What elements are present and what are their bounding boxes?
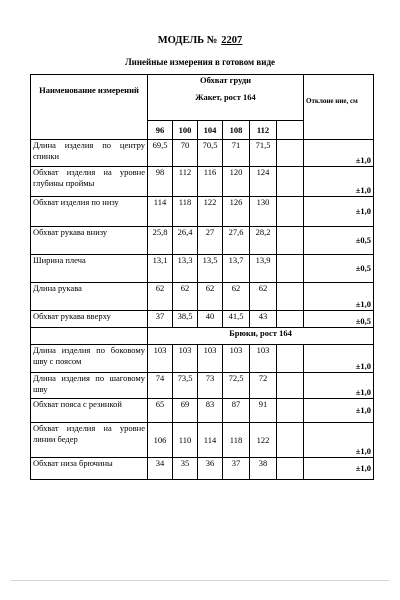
size-header: 112 <box>250 121 277 140</box>
measurement-value: 13,9 <box>250 255 277 283</box>
measurement-name: Обхват рукава внизу <box>31 227 148 255</box>
measurement-value: 28,2 <box>250 227 277 255</box>
table-row <box>31 197 374 227</box>
measurement-value: 126 <box>223 197 250 227</box>
measurement-value: 87 <box>223 399 250 423</box>
measurement-value: 114 <box>148 197 173 227</box>
measurement-value: 43 <box>250 311 277 328</box>
measurements-table <box>30 74 374 480</box>
measurement-value: 122 <box>198 197 223 227</box>
measurement-name: Обхват изделия на уровне линии бедер <box>31 423 148 458</box>
table-row <box>31 227 374 255</box>
empty-cell <box>277 197 304 227</box>
size-header: 108 <box>223 121 250 140</box>
measurement-value: 62 <box>223 283 250 311</box>
measurement-value: 25,8 <box>148 227 173 255</box>
empty-cell <box>31 328 148 345</box>
measurement-value: 41,5 <box>223 311 250 328</box>
measurement-name: Длина изделия по боковому шву с поясом <box>31 345 148 373</box>
measurement-value: 118 <box>223 423 250 458</box>
measurement-value: 71,5 <box>250 140 277 167</box>
measurement-value: 65 <box>148 399 173 423</box>
measurement-value: 74 <box>148 373 173 399</box>
measurement-value: 103 <box>148 345 173 373</box>
table-row <box>31 328 374 345</box>
measurement-value: 98 <box>148 167 173 197</box>
measurement-value: 40 <box>198 311 223 328</box>
table-row <box>31 458 374 480</box>
empty-cell <box>277 345 304 373</box>
measurement-value: 34 <box>148 458 173 480</box>
size-header-empty <box>277 121 304 140</box>
model-number: 2207 <box>221 35 243 46</box>
size-header: 96 <box>148 121 173 140</box>
measurement-name: Ширина плеча <box>31 255 148 283</box>
empty-cell <box>277 283 304 311</box>
measurement-value: 13,7 <box>223 255 250 283</box>
measurement-name: Обхват низа брючины <box>31 458 148 480</box>
page-divider <box>10 580 390 581</box>
table-row <box>31 423 374 458</box>
table-subtitle: Линейные измерения в готовом виде <box>124 57 276 67</box>
tolerance-value: ±1,0 <box>304 458 374 480</box>
tolerance-value: ±1,0 <box>304 345 374 373</box>
tolerance-value: ±1,0 <box>304 423 374 458</box>
table-row <box>31 167 374 197</box>
table-row <box>31 399 374 423</box>
measurement-value: 27 <box>198 227 223 255</box>
measurement-name: Обхват рукава вверху <box>31 311 148 328</box>
tolerance-value: ±1,0 <box>304 197 374 227</box>
measurement-value: 35 <box>173 458 198 480</box>
empty-cell <box>277 373 304 399</box>
tolerance-value: ±1,0 <box>304 140 374 167</box>
measurement-value: 37 <box>223 458 250 480</box>
measurement-value: 13,3 <box>173 255 198 283</box>
measurement-value: 73 <box>198 373 223 399</box>
empty-cell <box>277 399 304 423</box>
model-title <box>0 35 400 46</box>
measurement-value: 116 <box>198 167 223 197</box>
measurement-value: 72,5 <box>223 373 250 399</box>
measurement-value: 27,6 <box>223 227 250 255</box>
tolerance-value: ±0,5 <box>304 311 374 328</box>
measurement-value: 70 <box>173 140 198 167</box>
measurement-name: Обхват изделия по низу <box>31 197 148 227</box>
measurement-value: 122 <box>250 423 277 458</box>
table-row <box>31 283 374 311</box>
measurement-value: 130 <box>250 197 277 227</box>
measurement-value: 26,4 <box>173 227 198 255</box>
measurement-name: Длина изделия по шаговому шву <box>31 373 148 399</box>
tolerance-value: ±1,0 <box>304 167 374 197</box>
measurement-value: 106 <box>148 423 173 458</box>
empty-cell <box>277 255 304 283</box>
header-girth: Обхват груди <box>148 75 304 92</box>
measurement-value: 38 <box>250 458 277 480</box>
measurement-value: 69,5 <box>148 140 173 167</box>
measurement-value: 62 <box>173 283 198 311</box>
header-name-column: Наименование измерений <box>31 75 148 140</box>
empty-cell <box>277 227 304 255</box>
measurement-value: 13,1 <box>148 255 173 283</box>
empty-cell <box>277 458 304 480</box>
measurement-value: 124 <box>250 167 277 197</box>
measurement-name: Обхват изделия на уровне глубины проймы <box>31 167 148 197</box>
tolerance-value: ±1,0 <box>304 373 374 399</box>
measurement-value: 71 <box>223 140 250 167</box>
measurement-value: 110 <box>173 423 198 458</box>
tolerance-value: ±0,5 <box>304 227 374 255</box>
empty-cell <box>277 423 304 458</box>
measurement-value: 83 <box>198 399 223 423</box>
measurement-value: 36 <box>198 458 223 480</box>
measurement-value: 73,5 <box>173 373 198 399</box>
table-row <box>31 345 374 373</box>
measurement-value: 120 <box>223 167 250 197</box>
measurement-value: 103 <box>223 345 250 373</box>
measurement-value: 13,5 <box>198 255 223 283</box>
tolerance-value: ±1,0 <box>304 283 374 311</box>
measurement-value: 70,5 <box>198 140 223 167</box>
table-row <box>31 140 374 167</box>
measurement-name: Длина рукава <box>31 283 148 311</box>
measurement-value: 103 <box>198 345 223 373</box>
measurement-value: 62 <box>148 283 173 311</box>
measurement-value: 62 <box>198 283 223 311</box>
tolerance-value: ±1,0 <box>304 399 374 423</box>
model-label: МОДЕЛЬ № <box>157 35 218 46</box>
measurement-value: 103 <box>173 345 198 373</box>
size-header: 100 <box>173 121 198 140</box>
measurement-name: Обхват пояса с резинкой <box>31 399 148 423</box>
header-jacket: Жакет, рост 164 <box>148 92 304 121</box>
measurement-value: 103 <box>250 345 277 373</box>
measurement-value: 62 <box>250 283 277 311</box>
empty-cell <box>277 167 304 197</box>
measurement-value: 114 <box>198 423 223 458</box>
header-tolerance: Отклоне ние, см <box>304 75 374 140</box>
measurement-value: 38,5 <box>173 311 198 328</box>
measurement-value: 72 <box>250 373 277 399</box>
trousers-section-header: Брюки, рост 164 <box>148 328 374 345</box>
table-row <box>31 373 374 399</box>
table-row <box>31 311 374 328</box>
table-row <box>31 255 374 283</box>
empty-cell <box>277 140 304 167</box>
measurement-value: 118 <box>173 197 198 227</box>
measurement-value: 37 <box>148 311 173 328</box>
size-header: 104 <box>198 121 223 140</box>
measurement-name: Длина изделия по центру спинки <box>31 140 148 167</box>
tolerance-value: ±0,5 <box>304 255 374 283</box>
measurement-value: 69 <box>173 399 198 423</box>
measurement-value: 91 <box>250 399 277 423</box>
measurement-value: 112 <box>173 167 198 197</box>
empty-cell <box>277 311 304 328</box>
